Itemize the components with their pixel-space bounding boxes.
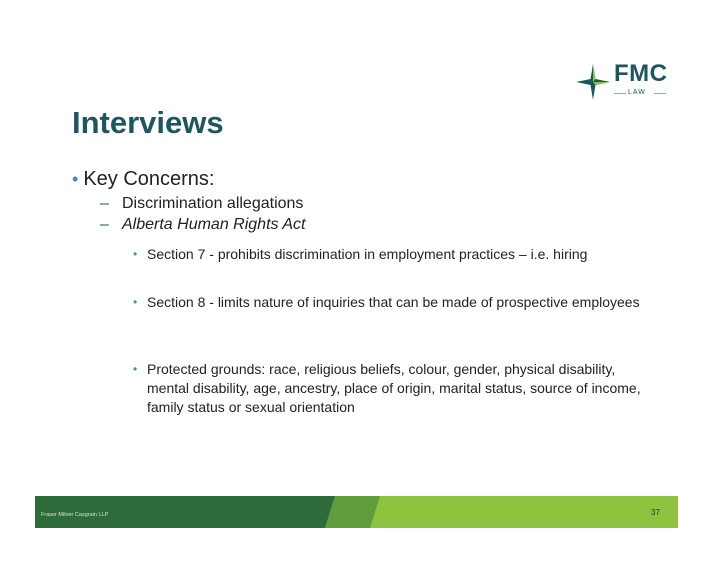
point-section-7 — [133, 245, 643, 264]
bullet-dot-icon: • — [133, 247, 138, 261]
bullet-key-concerns — [72, 167, 214, 191]
logo-subtitle: LAW — [628, 89, 646, 96]
logo-subtitle-wrap — [614, 88, 666, 98]
logo-rule-right — [654, 93, 666, 94]
logo-rule-left — [614, 93, 626, 94]
slide-title: Interviews — [72, 105, 224, 140]
point-text: Section 7 - prohibits discrimination in employment practices – i.e. hiring — [147, 246, 588, 262]
point-text: Protected grounds: race, religious beliefs, colour, gender, physical disability, mental disability, age, ancestry, place of origin, marital status, source of income, family status or sexual orientation — [147, 361, 641, 415]
footer-firm-name: Fraser Milner Casgrain LLP — [41, 512, 109, 518]
point-section-8 — [133, 293, 643, 312]
dash-icon: – — [100, 195, 109, 212]
star-compass-icon — [574, 62, 612, 102]
subbullet-discrimination — [100, 194, 303, 214]
point-protected-grounds — [133, 360, 643, 417]
subbullet-text: Discrimination allegations — [122, 195, 304, 212]
point-text: Section 8 - limits nature of inquiries that can be made of prospective employees — [147, 294, 640, 310]
bullet-dot-icon: • — [133, 362, 138, 376]
subbullet-ahra — [100, 215, 305, 235]
bullet-text: Key Concerns: — [83, 168, 215, 190]
fmc-logo — [574, 60, 670, 106]
subbullet-text: Alberta Human Rights Act — [122, 216, 306, 233]
page-number: 37 — [651, 508, 660, 517]
footer-bar — [35, 496, 678, 528]
bullet-dot-icon: • — [133, 295, 138, 309]
dash-icon: – — [100, 216, 109, 233]
bullet-dot-icon: • — [72, 169, 79, 189]
logo-brand: FMC — [614, 60, 668, 87]
